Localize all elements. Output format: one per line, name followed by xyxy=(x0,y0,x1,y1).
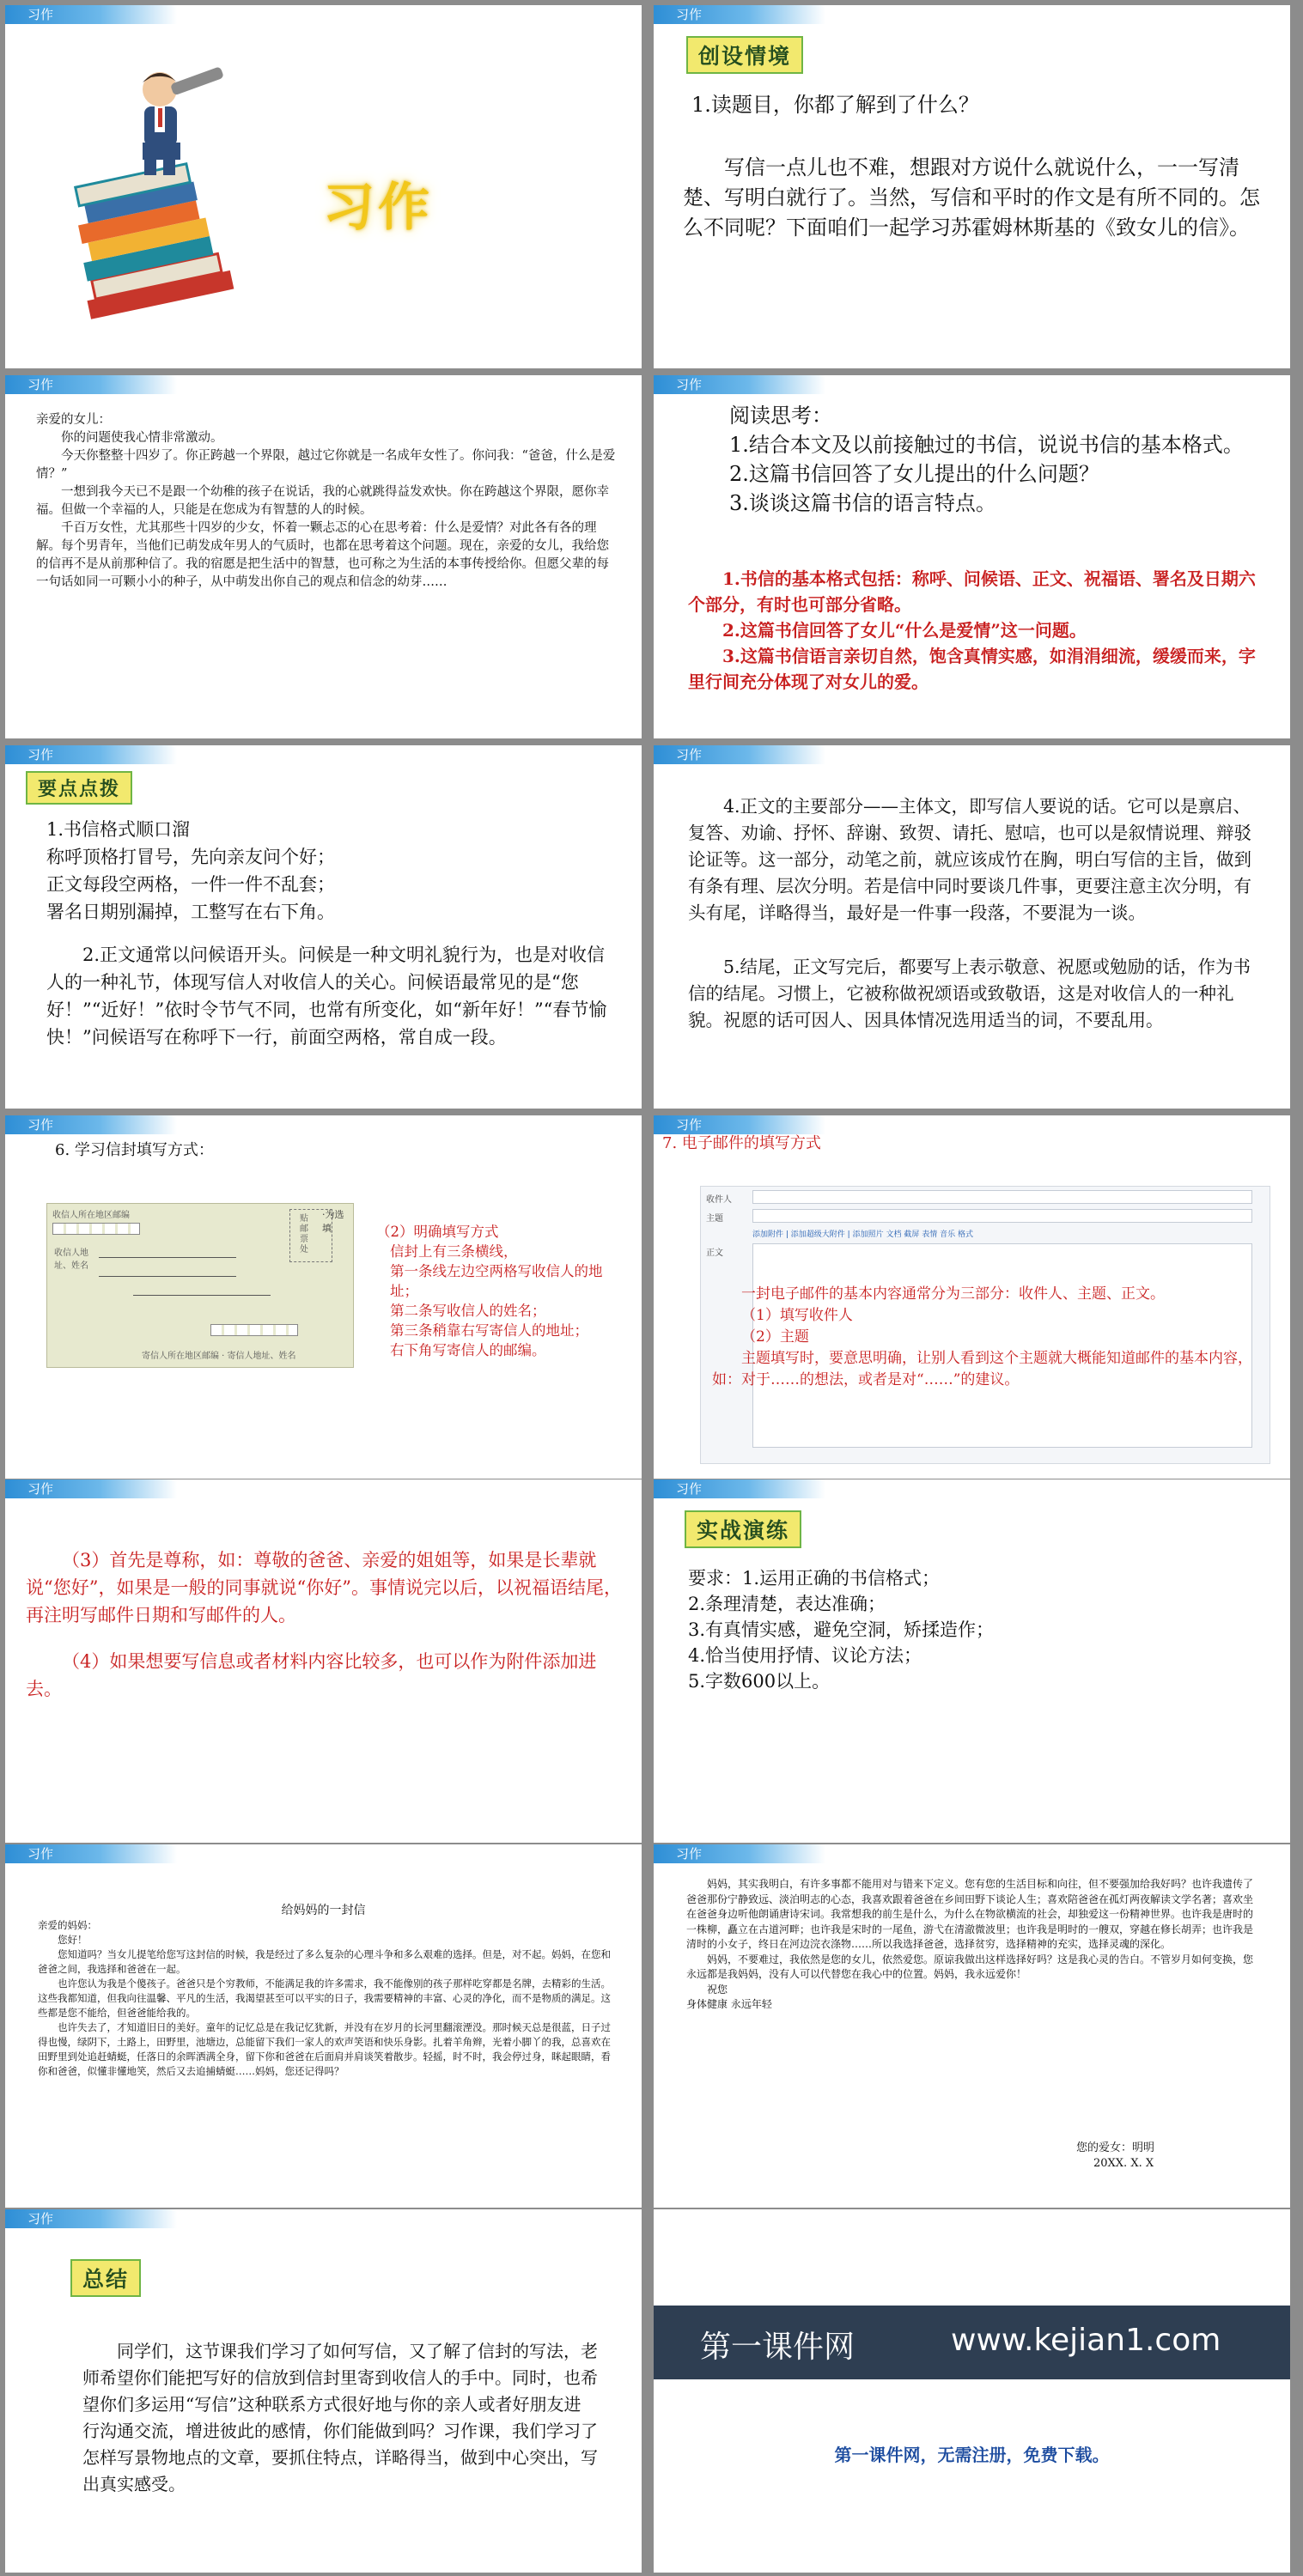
questions-head: 阅读思考： xyxy=(729,404,832,428)
email-line: 一封电子邮件的基本内容通常分为三部分：收件人、主题、正文。 xyxy=(741,1285,1165,1303)
email-explanation xyxy=(712,1284,1253,1391)
answer-item: 3.这篇书信语言亲切自然，饱含真情实感，如涓涓细流，缓缓而来，字里行间充分体现了对女儿的爱。 xyxy=(688,646,1256,692)
sample-letter xyxy=(38,1918,613,2079)
envelope-line xyxy=(133,1295,271,1296)
note-line: 第一条线左边空两格写收信人的地址； xyxy=(390,1263,603,1299)
slide-tab: 习作 xyxy=(5,375,177,394)
slide-tab: 习作 xyxy=(654,1844,825,1863)
email-tip-3: （3）首先是尊称，如：尊敬的爸爸、亲爱的姐姐等，如果是长辈就说“您好”，如果是一般的同事就说“你好”。事情说完以后，以祝福语结尾，再注明写邮件日期和写邮件的人。 xyxy=(26,1550,622,1625)
envelope-optional-note: ·为选填 xyxy=(322,1209,344,1234)
big-attach-button[interactable]: 添加超级大附件 xyxy=(790,1230,845,1239)
envelope-heading: 6. 学习信封填写方式： xyxy=(55,1141,214,1159)
requirement-item: 5.字数600以上。 xyxy=(688,1671,831,1692)
slide-tab: 习作 xyxy=(5,1115,177,1134)
slide-11 xyxy=(5,1844,642,2208)
emoji-button[interactable]: 表情 xyxy=(922,1230,938,1239)
envelope-zip-boxes xyxy=(52,1223,140,1235)
slide-4 xyxy=(654,375,1290,738)
greeting-paragraph: 2.正文通常以问候语开头。问候是一种文明礼貌行为，也是对收信人的一种礼节，体现写信人对收信人的关心。问候语最常见的是“您好！”“近好！”依时令节气不同，也常有所变化，如“新年好！”“春节愉快！”问候语写在称呼下一行，前面空两格，常自成一段。 xyxy=(46,945,607,1048)
format-button[interactable]: 格式 xyxy=(958,1230,974,1239)
note-line: 第二条写收信人的姓名； xyxy=(390,1303,546,1319)
sample-letter-continued xyxy=(686,1877,1262,2013)
section-badge: 总结 xyxy=(70,2259,141,2297)
slide-2 xyxy=(654,5,1290,368)
note-line: 右下角写寄信人的邮编。 xyxy=(390,1342,546,1358)
letter-date: 20XX. X. X xyxy=(1093,2157,1154,2170)
note-line: 信封上有三条横线， xyxy=(390,1243,518,1260)
slide-8 xyxy=(654,1115,1290,1479)
envelope-diagram xyxy=(46,1203,354,1368)
body-label: 正文 xyxy=(706,1249,723,1258)
letter-paragraph: 也许您认为我是个傻孩子。爸爸只是个穷教师，不能满足我的许多需求，我不能像别的孩子那样吃穿都是名牌，去精彩的生活。这些我都知道，但我向往温馨、平凡的生活，我渴望甚至可以平实的日子，我需要精神的丰富、心灵的净化，而不是物质的满足。这些都是您不能给，但爸爸能给我的。 xyxy=(38,1978,611,2019)
books-telescope-illustration xyxy=(65,57,237,323)
section-badge: 创设情境 xyxy=(686,36,803,74)
site-banner xyxy=(654,2306,1290,2379)
letter-paragraph: 妈妈，不要难过，我依然是您的女儿，依然爱您。原谅我做出这样选择好吗？这是我心灵的告白。不管岁月如何变换，您永远都是我妈妈，没有人可以代替您在我心中的位置。妈妈，我永远爱你！ xyxy=(686,1953,1254,1980)
body-paragraph: 4.正文的主要部分——主体文，即写信人要说的话。它可以是禀启、复答、劝谕、抒怀、辞谢、致贺、请托、慰唁，也可以是叙情说理、辩驳论证等。这一部分，动笔之前，就应该成竹在胸，明白写信的主旨，做到有条有理、层次分明。若是信中同时要谈几件事，更要注意主次分明，有头有尾，详略得当，最好是一件事一段落，不要混为一谈。 xyxy=(688,796,1251,923)
letter-wish: 身体健康 永远年轻 xyxy=(686,1998,772,2010)
requirement-item: 要求：1.运用正确的书信格式； xyxy=(688,1568,941,1589)
doc-button[interactable]: 文档 xyxy=(886,1230,902,1239)
slide-tab: 习作 xyxy=(654,5,825,24)
email-line: 主题填写时，要意思明确，让别人看到这个主题就大概能知道邮件的基本内容，如：对于……的想法，或者是对“……”的建议。 xyxy=(712,1350,1252,1388)
email-toolbar: 添加附件 | 添加超级大附件 | 添加照片 文档 截屏 表情 音乐 格式 xyxy=(752,1230,974,1239)
slide-14 xyxy=(654,2209,1290,2573)
letter-title: 给妈妈的一封信 xyxy=(281,1904,366,1917)
section-badge: 要点点拨 xyxy=(26,771,132,805)
intro-paragraph: 写信一点儿也不难，想跟对方说什么就说什么，一一写清楚、写明白就行了。当然，写信和平时的作文是有所不同的。怎么不同呢？下面咱们一起学习苏霍姆林斯基的《致女儿的信》。 xyxy=(683,155,1260,240)
to-label: 收件人 xyxy=(706,1195,732,1205)
banner-url[interactable]: www.kejian1.com xyxy=(951,2323,1221,2358)
rhyme-line: 署名日期别漏掉，工整写在右下角。 xyxy=(46,902,335,922)
slide-title: 习作 xyxy=(323,178,433,238)
slide-tab: 习作 xyxy=(5,1844,177,1863)
slide-tab: 习作 xyxy=(5,745,177,764)
subject-field[interactable] xyxy=(752,1209,1252,1223)
rhyme-line: 1.书信格式顺口溜 xyxy=(46,819,191,840)
letter-paragraph: 也许失去了，才知道旧日的美好。童年的记忆总是在我记忆犹新，并没有在岁月的长河里翻滚湮没。那时候天总是很蓝，日子过得也慢，绿阴下，土路上，田野里，池塘边，总能留下我们一家人的欢声笑语和快乐身影。扎着羊角辫，光着小脚丫的我，总喜欢在田野里到处追赶蜻蜓，任落日的余晖洒满全身，留下你和爸爸在后面肩并肩谈笑着散步。轻摇，时不时，我会停过身，眯起眼睛，看你和爸爸，似懂非懂地笑，然后又去追捕蜻蜓……妈妈，您还记得吗？ xyxy=(38,2021,611,2077)
requirement-item: 4.恰当使用抒情、议论方法； xyxy=(688,1645,922,1666)
practice-requirements xyxy=(688,1565,1272,1694)
slide-6 xyxy=(654,745,1290,1109)
envelope-line xyxy=(99,1257,236,1258)
question-item: 2.这篇书信回答了女儿提出的什么问题？ xyxy=(729,462,1099,486)
slide-tab: 习作 xyxy=(654,745,825,764)
answer-item: 2.这篇书信回答了女儿“什么是爱情”这一问题。 xyxy=(722,620,1087,641)
question-item: 3.谈谈这篇书信的语言特点。 xyxy=(729,491,996,515)
slide-13 xyxy=(5,2209,642,2573)
note-line: （2）明确填写方式 xyxy=(376,1224,499,1240)
slide-5 xyxy=(5,745,642,1109)
letter-greeting: 您好！ xyxy=(58,1934,88,1946)
answer-item: 1.书信的基本格式包括：称呼、问候语、正文、祝福语、署名及日期六个部分，有时也可部分省略。 xyxy=(688,568,1256,615)
slide-3 xyxy=(5,375,642,738)
requirement-item: 2.条理清楚，表达准确； xyxy=(688,1594,886,1614)
format-rhyme xyxy=(46,816,335,926)
slide-tab: 习作 xyxy=(5,2209,177,2228)
rhyme-line: 正文每段空两格，一件一件不乱套； xyxy=(46,874,335,895)
envelope-sender-zip-boxes xyxy=(210,1324,298,1336)
envelope-stamp-label: 贴邮票处 xyxy=(300,1214,308,1255)
banner-site-name: 第一课件网 xyxy=(700,2330,855,2365)
footer-note: 第一课件网，无需注册，免费下载。 xyxy=(834,2445,1110,2465)
closing-paragraph: 5.结尾，正文写完后，都要写上表示敬意、祝愿或勉励的话，作为书信的结尾。习惯上，它被称做祝颂语或致敬语，这是对收信人的一种礼貌。祝愿的话可因人、因具体情况选用适当的词，不要乱用。 xyxy=(688,957,1251,1030)
email-line: （2）主题 xyxy=(741,1328,809,1346)
music-button[interactable]: 音乐 xyxy=(940,1230,956,1239)
envelope-zip-label: 收信人所在地区邮编 xyxy=(52,1211,130,1220)
slide-tab: 习作 xyxy=(654,1115,825,1134)
summary-paragraph: 同学们，这节课我们学习了如何写信，又了解了信封的写法，老师希望你们能把写好的信放到信封里寄到收信人的手中。同时，也希望你们多运用“写信”这种联系方式很好地与你的亲人或者好朋友进行沟通交流，增进彼此的感情，你们能做到吗？习作课，我们学习了怎样写景物地点的文章，要抓住特点，详略得当，做到中心突出，写出真实感受。 xyxy=(82,2341,598,2494)
letter-signature: 您的爱女：明明 xyxy=(1076,2142,1155,2154)
section-badge: 实战演练 xyxy=(685,1510,801,1548)
letter-line: 一想到我今天已不是跟一个幼稚的孩子在说话，我的心就跳得益发欢快。你在跨越这个界限，愿你幸福。但做一个幸福的人，只能是在您成为有智慧的人的时候。 xyxy=(36,485,609,517)
letter-paragraph: 妈妈，其实我明白，有许多事都不能用对与错来下定义。您有您的生活目标和向往，但不要强加给我好吗？也许我遗传了爸爸那份宁静致远、淡泊明志的心态，我喜欢跟着爸爸在乡间田野下谈论人生；喜欢陪爸爸在孤灯两夜解读文学名著；喜欢坐在爸爸身边听他朗诵唐诗宋词。我常想我的前生是什么，为什么在物欲横流的社会，却独爱这一份精神世界。也许我是唐时的一株柳，矗立在古道河畔；也许我是宋时的一尾鱼，游弋在清澈微波里；也许我是明时的一艘双，穿越在修长胡弄；也许我是清时的小女子，终日在河边浣衣涤物……所以我选择爸爸，选择贫穷，选择精神的充实，选择灵魂的深化。 xyxy=(686,1878,1254,1950)
letter-line: 你的问题使我心情非常激动。 xyxy=(61,431,223,445)
letter-salutation: 亲爱的妈妈： xyxy=(38,1919,97,1931)
note-line: 第三条稍靠右写寄信人的地址； xyxy=(390,1322,588,1339)
slide-tab: 习作 xyxy=(654,1479,825,1498)
slide-tab: 习作 xyxy=(5,1479,177,1498)
slide-7 xyxy=(5,1115,642,1479)
letter-salutation: 亲爱的女儿： xyxy=(36,413,111,427)
letter-paragraph: 您知道吗？当女儿提笔给您写这封信的时候，我是经过了多么复杂的心理斗争和多么艰难的选择。但是，对不起。妈妈，在您和爸爸之间，我选择和爸爸在一起。 xyxy=(38,1948,611,1975)
answers xyxy=(688,566,1272,695)
slide-1 xyxy=(5,5,642,368)
question-text: 1.读题目，你都了解到了什么？ xyxy=(691,93,979,117)
attach-button[interactable]: 添加附件 xyxy=(752,1230,784,1239)
requirement-item: 3.有真情实感，避免空洞，矫揉造作； xyxy=(688,1619,995,1640)
letter-closing: 祝您 xyxy=(707,1983,728,1996)
to-field[interactable] xyxy=(752,1190,1252,1204)
letter-excerpt xyxy=(36,411,620,592)
email-tip-4: （4）如果想要写信息或者材料内容比较多，也可以作为附件添加进去。 xyxy=(26,1651,597,1699)
slide-12 xyxy=(654,1844,1290,2208)
screenshot-button[interactable]: 截屏 xyxy=(904,1230,920,1239)
envelope-notes xyxy=(376,1222,625,1360)
envelope-sender-label: 寄信人所在地区邮编 · 寄信人地址、姓名 xyxy=(142,1352,296,1361)
letter-line: 今天你整整十四岁了。你正跨越一个界限，越过它你就是一名成年女性了。你问我：“爸爸，什么是爱情？” xyxy=(36,449,616,481)
question-item: 1.结合本文及以前接触过的书信，说说书信的基本格式。 xyxy=(729,433,1244,457)
letter-line: 千百万女性，尤其那些十四岁的少女，怀着一颗忐忑的心在思考着：什么是爱情？对此各有各的理解。每个男青年，当他们已萌发成年男人的气质时，也都在思考着这个问题。现在，亲爱的女儿，我给您的信再不是从前那种信了。我的宿愿是把生活中的智慧，也可称之为生活的本事传授给你。但愿父辈的每一句话如同一可颗小小的种子，从中萌发出你自己的观点和信念的幼芽…… xyxy=(36,521,609,589)
slide-tab: 习作 xyxy=(5,5,177,24)
photo-button[interactable]: 添加照片 xyxy=(852,1230,884,1239)
slide-9 xyxy=(5,1479,642,1843)
envelope-addr-label: 收信人地址、姓名 xyxy=(54,1249,88,1271)
rhyme-line: 称呼顶格打冒号，先向亲友问个好； xyxy=(46,847,335,867)
email-heading: 7. 电子邮件的填写方式 xyxy=(662,1134,821,1152)
reading-questions xyxy=(688,401,1272,518)
email-line: （1）填写收件人 xyxy=(741,1307,853,1324)
subject-label: 主题 xyxy=(706,1214,723,1224)
slide-tab: 习作 xyxy=(654,375,825,394)
envelope-line xyxy=(99,1276,236,1277)
slide-10 xyxy=(654,1479,1290,1843)
